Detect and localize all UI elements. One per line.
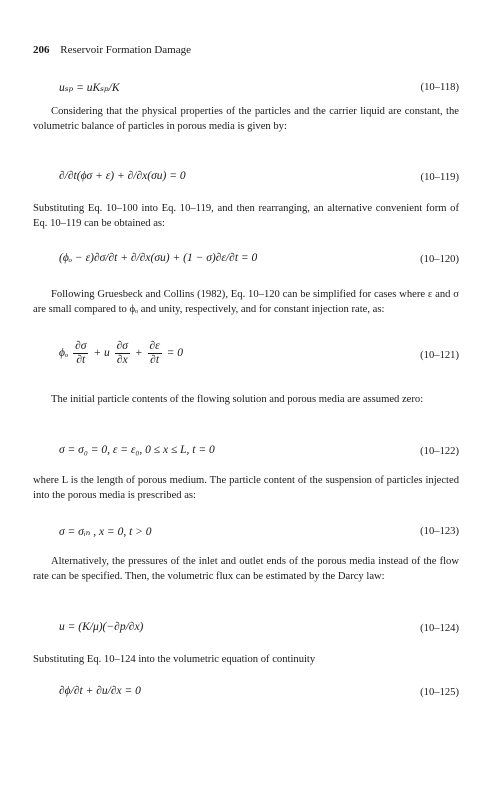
equation-10-125 (59, 685, 459, 705)
equation-10-120 (59, 252, 459, 272)
running-title: Reservoir Formation Damage (60, 44, 191, 56)
equation-expression: (ϕₒ − ε)∂σ/∂t + ∂/∂x(σu) + (1 − σ)∂ε/∂t = 0 (59, 252, 258, 264)
eq121-tail: = 0 (166, 347, 183, 360)
equation-expression (59, 340, 183, 367)
equation-10-119 (59, 170, 459, 190)
fraction-denominator: ∂t (76, 354, 86, 366)
equation-expression: ∂ϕ/∂t + ∂u/∂x = 0 (59, 685, 141, 697)
equation-10-121 (59, 340, 459, 374)
equation-10-122 (59, 444, 459, 464)
paragraph-6 (33, 555, 459, 584)
equation-number: (10–125) (420, 687, 459, 698)
eq121-fraction-2 (115, 340, 130, 367)
paragraph-text: Following Gruesbeck and Collins (1982), Eq. 10–120 can be simplified for cases where ε and σ are small compared to ϕₒ and unity, respectively, and for constant injection rate, as: (33, 289, 459, 315)
equation-expression: ∂/∂t(ϕσ + ε) + ∂/∂x(σu) = 0 (59, 170, 186, 182)
paragraph-text: Considering that the physical properties of the particles and the carrier liquid are constant, the volumetric balance of particles in porous media is given by: (33, 106, 459, 132)
eq121-plus: + (134, 347, 143, 360)
paragraph-text: Alternatively, the pressures of the inlet and outlet ends of the porous media instead of the flow rate can be specified. Then, the volumetric flux can be estimated by the Darcy law: (33, 556, 459, 582)
fraction-numerator: ∂σ (116, 340, 128, 352)
paragraph-text: where L is the length of porous medium. The particle content of the suspension of particles injected into the porous media is prescribed as: (33, 475, 459, 501)
paragraph-4 (33, 393, 459, 408)
eq121-mid: + u (93, 347, 110, 360)
equation-expression: σ = σ₀ = 0, ε = ε₀, 0 ≤ x ≤ L, t = 0 (59, 444, 215, 456)
paragraph-5 (33, 474, 459, 503)
equation-number: (10–120) (420, 254, 459, 265)
eq121-fraction-3 (148, 340, 162, 367)
fraction-numerator: ∂ε (149, 340, 160, 352)
equation-number: (10–123) (420, 526, 459, 537)
equation-expression: σ = σᵢₙ , x = 0, t > 0 (59, 526, 152, 538)
equation-10-118 (59, 80, 459, 100)
equation-number: (10–121) (420, 350, 459, 361)
fraction-denominator: ∂t (150, 354, 160, 366)
running-header (33, 44, 191, 56)
equation-expression: u = (K/μ)(−∂p/∂x) (59, 621, 144, 633)
paragraph-text: Substituting Eq. 10–100 into Eq. 10–119, and then rearranging, an alternative convenient form of Eq. 10–119 can be obtained as: (33, 203, 459, 229)
page-number: 206 (33, 44, 50, 56)
paragraph-text: The initial particle contents of the flowing solution and porous media are assumed zero: (51, 394, 424, 405)
equation-10-123 (59, 524, 459, 544)
eq121-fraction-1 (73, 340, 88, 367)
equation-expression: uₛₚ = uKₛₚ/K (59, 82, 120, 94)
fraction-numerator: ∂σ (75, 340, 87, 352)
equation-number: (10–124) (420, 623, 459, 634)
equation-number: (10–118) (420, 82, 459, 93)
fraction-denominator: ∂x (116, 354, 128, 366)
paragraph-text: Substituting Eq. 10–124 into the volumetric equation of continuity (33, 654, 316, 665)
paragraph-7 (33, 653, 459, 668)
paragraph-3 (33, 288, 459, 317)
eq121-lead: ϕₒ (59, 347, 69, 360)
paragraph-1 (33, 105, 459, 134)
equation-10-124 (59, 621, 459, 641)
paragraph-2 (33, 202, 459, 231)
equation-number: (10–119) (420, 172, 459, 183)
equation-number: (10–122) (420, 446, 459, 457)
